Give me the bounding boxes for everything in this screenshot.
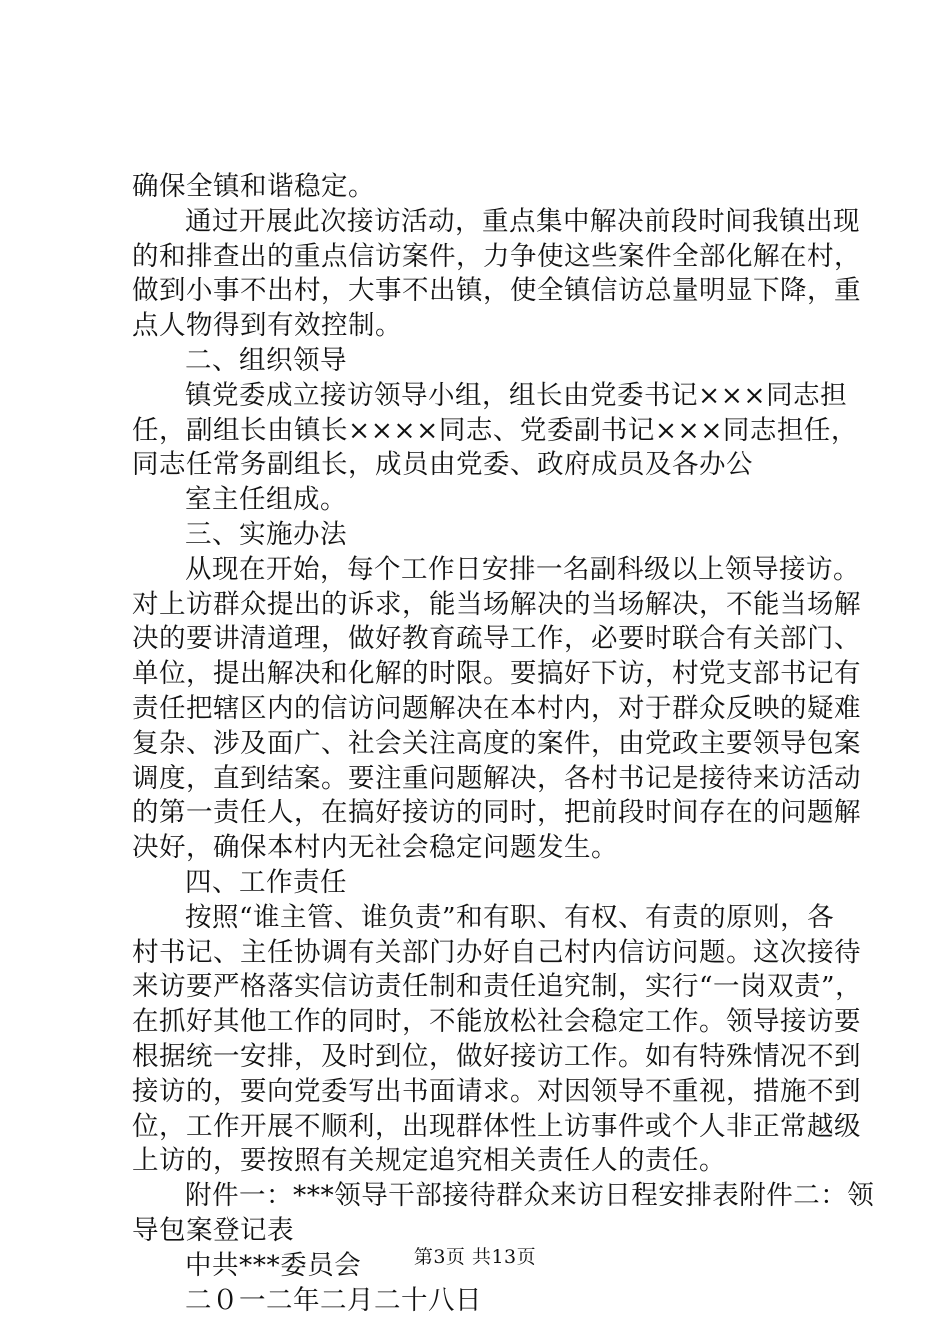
text-line: 室主任组成。 [185,484,347,516]
text-line: 村书记、主任协调有关部门办好自己村内信访问题。这次接待 [132,936,861,968]
text-line: 根据统一安排，及时到位，做好接访工作。如有特殊情况不到 [132,1040,861,1072]
text-line: 同志任常务副组长，成员由党委、政府成员及各办公 [132,449,753,481]
page-footer [0,1242,950,1269]
text-line: 二、组织领导 [185,344,347,376]
document-body [132,170,875,1318]
text-line: 对上访群众提出的诉求，能当场解决的当场解决，不能当场解 [132,588,861,620]
text-line: 责任把辖区内的信访问题解决在本村内，对于群众反映的疑难 [132,692,861,724]
text-line: 任，副组长由镇长××××同志、党委副书记×××同志担任， [132,414,858,446]
text-line: 四、工作责任 [185,866,347,898]
text-line: 二０一二年二月二十八日 [185,1284,482,1316]
text-line: 的第一责任人，在搞好接访的同时，把前段时间存在的问题解 [132,797,861,829]
text-line: 决好，确保本村内无社会稳定问题发生。 [132,832,618,864]
text-line: 导包案登记表 [132,1214,294,1246]
text-line: 附件一：***领导干部接待群众来访日程安排表附件二：领 [185,1180,875,1212]
page-number-label: 第3页 共13页 [413,1246,537,1268]
text-line: 通过开展此次接访活动，重点集中解决前段时间我镇出现 [185,205,860,237]
text-line: 按照“谁主管、谁负责”和有职、有权、有责的原则，各 [185,901,835,933]
text-line: 镇党委成立接访领导小组，组长由党委书记×××同志担 [185,379,848,411]
text-line: 的和排查出的重点信访案件，力争使这些案件全部化解在村， [132,240,861,272]
text-line: 点人物得到有效控制。 [132,310,402,342]
text-line: 单位，提出解决和化解的时限。要搞好下访，村党支部书记有 [132,658,861,690]
text-line: 调度，直到结案。要注重问题解决，各村书记是接待来访活动 [132,762,861,794]
text-line: 中共***委员会 [185,1249,362,1281]
text-line: 接访的，要向党委写出书面请求。对因领导不重视，措施不到 [132,1075,861,1107]
text-line: 在抓好其他工作的同时，不能放松社会稳定工作。领导接访要 [132,1006,861,1038]
text-line: 来访要严格落实信访责任制和责任追究制，实行“一岗双责”， [132,971,863,1003]
text-line: 决的要讲清道理，做好教育疏导工作，必要时联合有关部门、 [132,623,861,655]
text-line: 三、实施办法 [185,518,347,550]
text-line: 上访的，要按照有关规定追究相关责任人的责任。 [132,1145,726,1177]
text-line: 确保全镇和谐稳定。 [132,171,375,202]
text-line: 从现在开始，每个工作日安排一名副科级以上领导接访。 [185,553,860,585]
text-line: 复杂、涉及面广、社会关注高度的案件，由党政主要领导包案 [132,727,861,759]
text-line: 做到小事不出村，大事不出镇，使全镇信访总量明显下降，重 [132,275,861,307]
text-line: 位，工作开展不顺利，出现群体性上访事件或个人非正常越级 [132,1110,861,1142]
